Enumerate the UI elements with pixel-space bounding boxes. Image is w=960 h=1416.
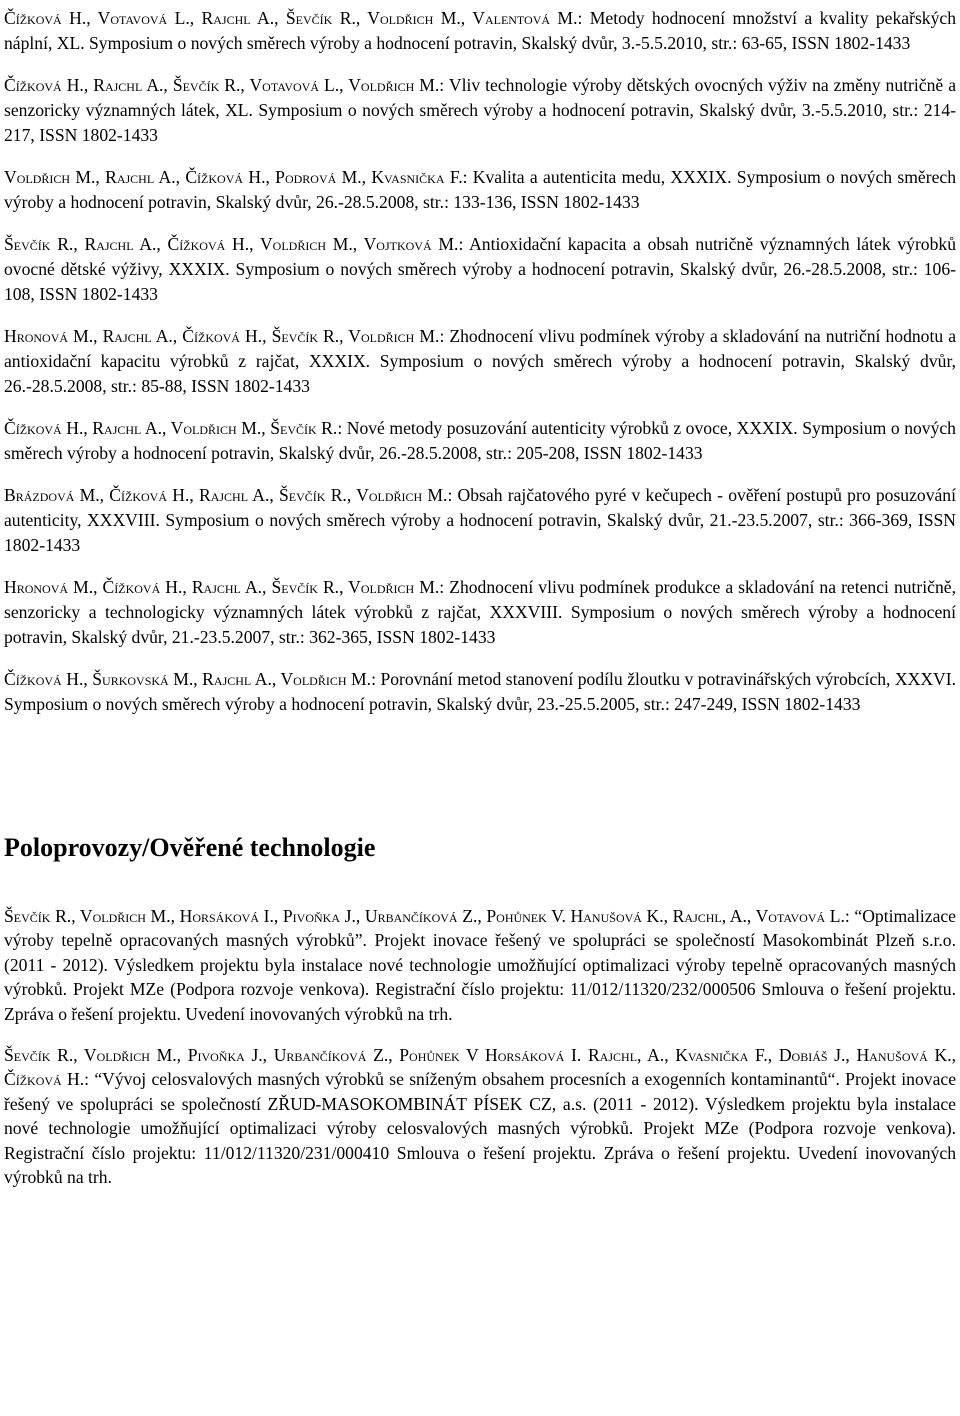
- project-authors: Ševčík R., Voldřich M., Pivoňka J., Urbančíková Z., Pohůnek V Horsáková I. Rajchl, A., Kvasnička F., Dobiáš J., Hanušová K., Čížková H.: [4, 1045, 956, 1090]
- reference-text: : Antioxidační kapacita a obsah nutričně významných látek výrobků ovocné dětské výživy, XXXIX. Symposium o nových směrech výroby a hodnocení potravin, Skalský dvůr, 26.-28.5.2008, str.: 106-108, ISSN 1802-1433: [4, 234, 956, 304]
- reference-text: : Zhodnocení vlivu podmínek produkce a skladování na retenci nutričně, senzoricky a technologicky významných látek výrobků z rajčat, XXXVIII. Symposium o nových směrech výroby a hodnocení potravin, Skalský dvůr, 21.-23.5.2007, str.: 362-365, ISSN 1802-1433: [4, 577, 956, 647]
- reference-authors: Hronová M., Rajchl A., Čížková H., Ševčík R., Voldřich M.: [4, 326, 440, 346]
- project-text: : “Optimalizace výroby tepelně opracovaných masných výrobků”. Projekt inovace řešený ve spolupráci se společností Masokombinát Plzeň s.r.o. (2011 - 2012). Výsledkem projektu byla instalace nové technologie umožňující optimalizaci výroby tepelně opracovaných masných výrobků. Projekt MZe (Podpora rozvoje venkova). Registrační číslo projektu: 11/012/11320/232/000506 Smlouva o řešení projektu. Zpráva o řešení projektu. Uvedení inovovaných výrobků na trh.: [4, 906, 956, 1024]
- document-page: [4, 0, 956, 1206]
- reference-text: : Nové metody posuzování autenticity výrobků z ovoce, XXXIX. Symposium o nových směrech výroby a hodnocení potravin, Skalský dvůr, 26.-28.5.2008, str.: 205-208, ISSN 1802-1433: [4, 418, 956, 463]
- reference-authors: Brázdová M., Čížková H., Rajchl A., Ševčík R., Voldřich M.: [4, 485, 448, 505]
- reference-entry: [4, 667, 956, 717]
- section-spacer: [4, 734, 956, 832]
- reference-entry: [4, 165, 956, 215]
- project-authors: Ševčík R., Voldřich M., Horsáková I., Pivoňka J., Urbančíková Z., Pohůnek V. Hanušová K., Rajchl, A., Votavová L.: [4, 906, 845, 926]
- reference-authors: Čížková H., Rajchl A., Ševčík R., Votavová L., Voldřich M.: [4, 75, 440, 95]
- reference-entry: [4, 6, 956, 56]
- reference-authors: Čížková H., Rajchl A., Voldřich M., Ševčík R.: [4, 418, 338, 438]
- reference-authors: Voldřich M., Rajchl A., Čížková H., Podrová M., Kvasnička F.: [4, 167, 463, 187]
- reference-text: : Obsah rajčatového pyré v kečupech - ověření postupů pro posuzování autenticity, XXXVIII. Symposium o nových směrech výroby a hodnocení potravin, Skalský dvůr, 21.-23.5.2007, str.: 366-369, ISSN 1802-1433: [4, 485, 956, 555]
- reference-entry: [4, 483, 956, 558]
- reference-authors: Čížková H., Votavová L., Rajchl A., Ševčík R., Voldřich M., Valentová M.: [4, 8, 578, 28]
- section-heading: Poloprovozy/Ověřené technologie: [4, 833, 376, 862]
- project-text: : “Vývoj celosvalových masných výrobků se sníženým obsahem procesních a exogenních kontaminantů“. Projekt inovace řešený ve spolupráci se společností ZŘUD-MASOKOMBINÁT PÍSEK CZ, a.s. (2011 - 2012). Výsledkem projektu byla instalace nové technologie umožňující optimalizaci výroby celosvalových masných výrobků. Projekt MZe (Podpora rozvoje venkova). Registrační číslo projektu: 11/012/11320/231/000410 Smlouva o řešení projektu. Zpráva o řešení projektu. Uvedení inovovaných výrobků na trh.: [4, 1069, 957, 1188]
- reference-entry: [4, 73, 956, 148]
- reference-text: : Vliv technologie výroby dětských ovocných výživ na změny nutričně a senzoricky významných látek, XL. Symposium o nových směrech výroby a hodnocení potravin, Skalský dvůr, 3.-5.5.2010, str.: 214-217, ISSN 1802-1433: [4, 75, 957, 145]
- reference-authors: Hronová M., Čížková H., Rajchl A., Ševčík R., Voldřich M.: [4, 577, 440, 597]
- reference-entry: [4, 232, 956, 307]
- reference-entry: [4, 575, 956, 650]
- project-entry: [4, 1043, 956, 1189]
- reference-entry: [4, 416, 956, 466]
- reference-text: : Porovnání metod stanovení podílu žloutku v potravinářských výrobcích, XXXVI. Symposium o nových směrech výroby a hodnocení potravin, Skalský dvůr, 23.-25.5.2005, str.: 247-249, ISSN 1802-1433: [4, 669, 956, 714]
- reference-authors: Čížková H., Šurkovská M., Rajchl A., Voldřich M.: [4, 669, 372, 689]
- reference-text: : Zhodnocení vlivu podmínek výroby a skladování na nutriční hodnotu a antioxidační kapacitu výrobků z rajčat, XXXIX. Symposium o nových směrech výroby a hodnocení potravin, Skalský dvůr, 26.-28.5.2008, str.: 85-88, ISSN 1802-1433: [4, 326, 957, 396]
- project-entry: [4, 904, 956, 1026]
- reference-authors: Ševčík R., Rajchl A., Čížková H., Voldřich M., Vojtková M.: [4, 234, 459, 254]
- reference-entry: [4, 324, 956, 399]
- reference-text: : Metody hodnocení množství a kvality pekařských náplní, XL. Symposium o nových směrech výroby a hodnocení potravin, Skalský dvůr, 3.-5.5.2010, str.: 63-65, ISSN 1802-1433: [4, 8, 956, 53]
- reference-text: : Kvalita a autenticita medu, XXXIX. Symposium o nových směrech výroby a hodnocení potravin, Skalský dvůr, 26.-28.5.2008, str.: 133-136, ISSN 1802-1433: [4, 167, 957, 212]
